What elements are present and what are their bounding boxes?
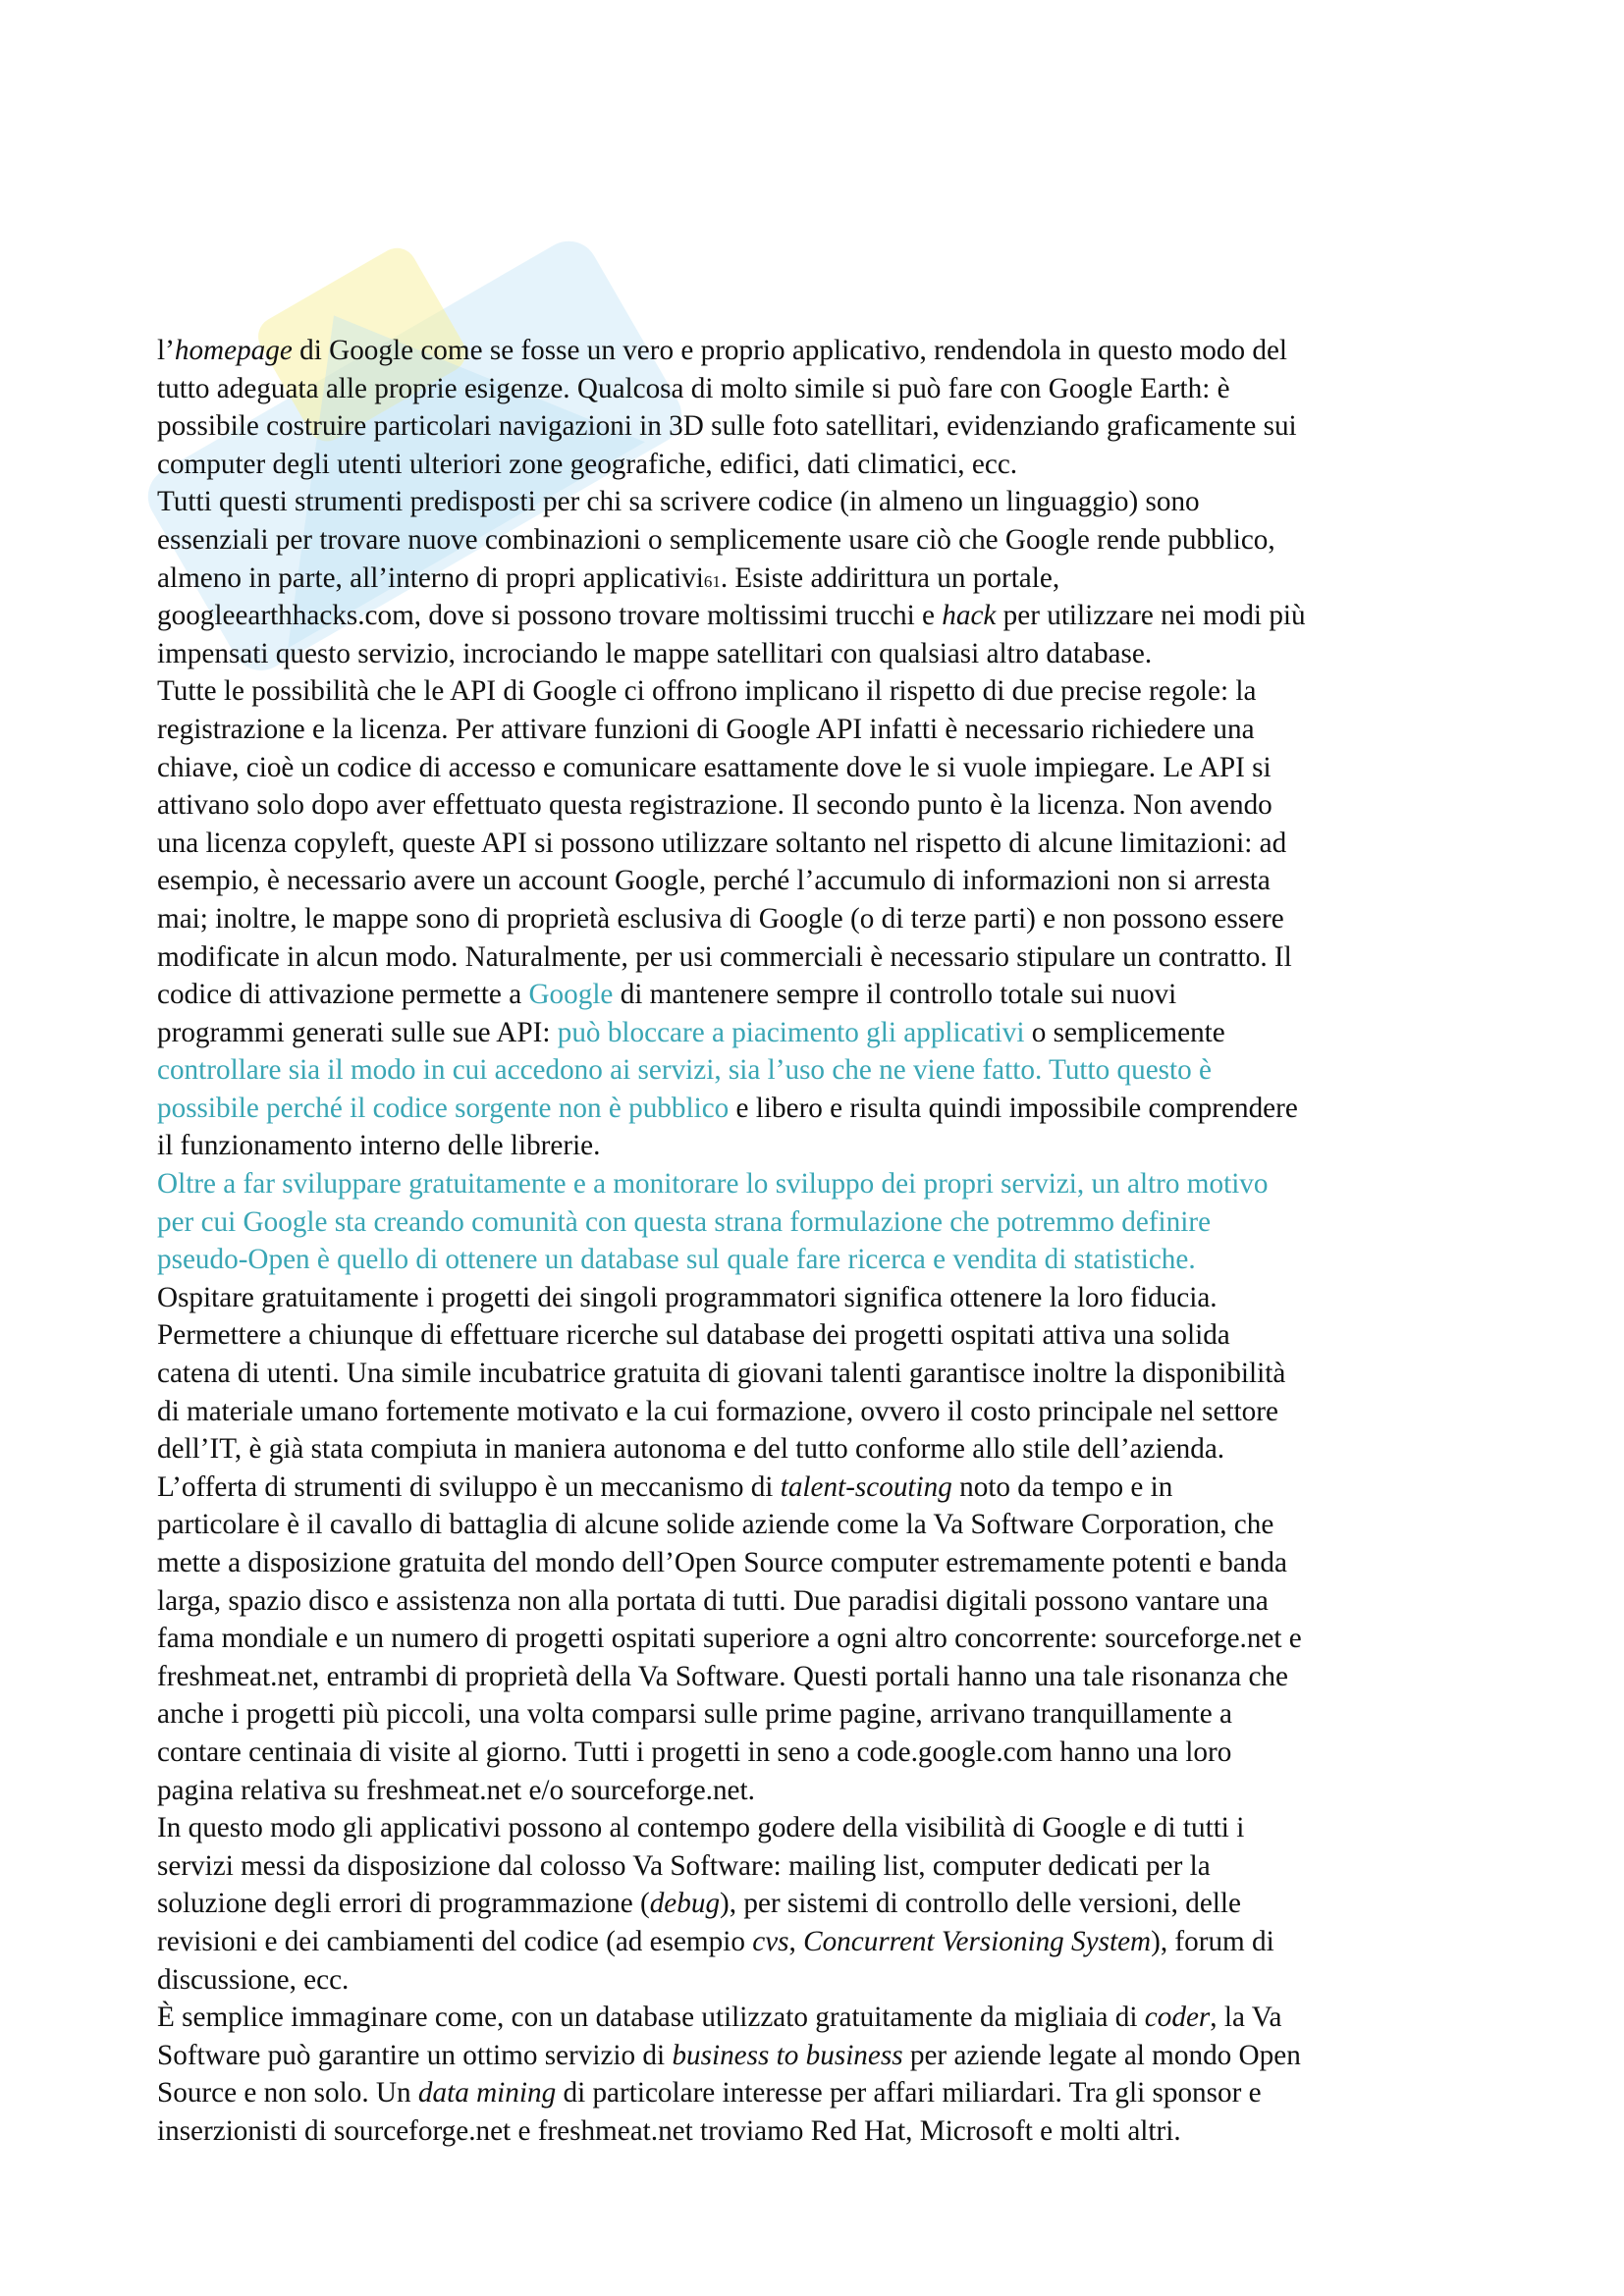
text-segment: di mantenere sempre il controllo totale sui nuovi xyxy=(613,979,1177,1011)
text-segment: Source e non solo. Un xyxy=(157,2077,418,2109)
text-line xyxy=(157,1658,1478,1696)
text-segment: tutto adeguata alle proprie esigenze. Qualcosa di molto simile si può fare con Google Earth: è xyxy=(157,372,1230,404)
text-segment: di materiale umano fortemente motivato e la cui formazione, ovvero il costo principale nel settore xyxy=(157,1395,1278,1427)
text-line xyxy=(157,672,1478,711)
text-segment: L’offerta di strumenti di sviluppo è un meccanismo di xyxy=(157,1470,781,1503)
text-line xyxy=(157,786,1478,825)
text-line xyxy=(157,938,1478,977)
text-segment: noto da tempo e in xyxy=(951,1470,1173,1503)
text-line xyxy=(157,1809,1478,1847)
text-segment: almeno in parte, all’interno di propri applicativi xyxy=(157,561,704,594)
text-segment: In questo modo gli applicativi possono al contempo godere della visibilità di Google e di tutti i xyxy=(157,1812,1245,1844)
text-line xyxy=(157,1393,1478,1431)
text-segment: possibile costruire particolari navigazioni in 3D sulle foto satellitari, evidenziando graficamente sui xyxy=(157,410,1297,443)
highlighted-text: può bloccare a piacimento gli applicativi xyxy=(557,1016,1025,1048)
text-line xyxy=(157,407,1478,446)
text-segment: , la Va xyxy=(1210,2002,1282,2034)
italic-term: data mining xyxy=(417,2077,557,2109)
text-segment: registrazione e la licenza. Per attivare funzioni di Google API infatti è necessario richiedere una xyxy=(157,713,1255,745)
text-line xyxy=(157,446,1478,484)
text-segment: particolare è il cavallo di battaglia di alcune solide aziende come la Va Software Corporation, che xyxy=(157,1509,1274,1541)
text-line xyxy=(157,1090,1478,1128)
text-segment: revisioni e dei cambiamenti del codice (ad esempio xyxy=(157,1925,753,1957)
text-line xyxy=(157,1165,1478,1203)
text-line xyxy=(157,1014,1478,1052)
text-line xyxy=(157,1923,1478,1961)
text-segment: attivano solo dopo aver effettuato questa registrazione. Il secondo punto è la licenza. Non avendo xyxy=(157,789,1272,822)
text-line xyxy=(157,560,1478,598)
text-segment: catena di utenti. Una simile incubatrice gratuita di giovani talenti garantisce inoltre la disponibilità xyxy=(157,1358,1286,1390)
highlighted-text: per cui Google sta creando comunità con questa strana formulazione che potremmo definire xyxy=(157,1205,1212,1238)
text-segment: o semplicemente xyxy=(1024,1016,1225,1048)
text-line xyxy=(157,2074,1478,2112)
text-line xyxy=(157,1203,1478,1242)
text-segment: fama mondiale e un numero di progetti ospitati superiore a ogni altro concorrente: sourceforge.net e xyxy=(157,1623,1302,1655)
highlighted-text: Google xyxy=(528,979,614,1011)
text-line xyxy=(157,1620,1478,1658)
text-segment: soluzione degli errori di programmazione ( xyxy=(157,1888,650,1920)
italic-term: business to business xyxy=(672,2039,903,2071)
text-segment: discussione, ecc. xyxy=(157,1963,350,1996)
text-segment: larga, spazio disco e assistenza non alla portata di tutti. Due paradisi digitali possono vantare una xyxy=(157,1584,1269,1617)
text-segment: il funzionamento interno delle librerie. xyxy=(157,1130,601,1162)
text-segment: Tutte le possibilità che le API di Google ci offrono implicano il rispetto di due precise regole: la xyxy=(157,675,1257,708)
text-segment: servizi messi da disposizione dal colosso Va Software: mailing list, computer dedicati per la xyxy=(157,1849,1211,1882)
footnote-ref: 61 xyxy=(703,571,721,591)
text-segment: e libero e risulta quindi impossibile comprendere xyxy=(729,1092,1298,1124)
italic-term: talent-scouting xyxy=(780,1470,952,1503)
text-line xyxy=(157,2037,1478,2075)
text-line xyxy=(157,1695,1478,1734)
text-line xyxy=(157,1468,1478,1507)
text-line xyxy=(157,900,1478,938)
text-line xyxy=(157,521,1478,560)
text-segment: modificate in alcun modo. Naturalmente, per usi commerciali è necessario stipulare un contratto. Il xyxy=(157,940,1292,973)
text-line xyxy=(157,1847,1478,1886)
text-line xyxy=(157,1279,1478,1317)
text-line xyxy=(157,1582,1478,1621)
text-line xyxy=(157,1355,1478,1393)
text-line xyxy=(157,1051,1478,1090)
italic-term: debug xyxy=(649,1888,721,1920)
text-segment: una licenza copyleft, queste API si possono utilizzare soltanto nel rispetto di alcune limitazioni: ad xyxy=(157,827,1287,859)
text-line xyxy=(157,976,1478,1014)
text-line xyxy=(157,862,1478,900)
text-segment: mette a disposizione gratuita del mondo dell’Open Source computer estremamente potenti e banda xyxy=(157,1547,1287,1578)
text-line xyxy=(157,825,1478,863)
text-line xyxy=(157,1127,1478,1165)
text-segment: inserzionisti di sourceforge.net e freshmeat.net troviamo Red Hat, Microsoft e molti altri. xyxy=(157,2114,1181,2147)
italic-term: hack xyxy=(942,600,997,632)
text-line xyxy=(157,370,1478,408)
text-segment: mai; inoltre, le mappe sono di proprietà esclusiva di Google (o di terze parti) e non possono essere xyxy=(157,902,1284,934)
text-line xyxy=(157,332,1478,370)
text-segment: essenziali per trovare nuove combinazioni o semplicemente usare ciò che Google rende pubblico, xyxy=(157,523,1275,556)
text-segment: Ospitare gratuitamente i progetti dei singoli programmatori significa ottenere la loro fiducia. xyxy=(157,1281,1218,1313)
text-segment: esempio, è necessario avere un account Google, perché l’accumulo di informazioni non si arresta xyxy=(157,865,1271,897)
text-line xyxy=(157,1544,1478,1582)
text-segment: Permettere a chiunque di effettuare ricerche sul database dei progetti ospitati attiva una solida xyxy=(157,1319,1230,1352)
text-line xyxy=(157,597,1478,635)
text-segment: ), per sistemi di controllo delle versioni, delle xyxy=(720,1888,1241,1920)
text-segment: freshmeat.net, entrambi di proprietà della Va Software. Questi portali hanno una tale risonanza che xyxy=(157,1660,1288,1692)
text-segment: chiave, cioè un codice di accesso e comunicare esattamente dove le si vuole impiegare. Le API si xyxy=(157,751,1272,783)
highlighted-text: controllare sia il modo in cui accedono ai servizi, sia l’uso che ne viene fatto. Tutto questo è xyxy=(157,1054,1212,1087)
text-segment: programmi generati sulle sue API: xyxy=(157,1016,558,1048)
text-line xyxy=(157,1772,1478,1810)
text-segment: di Google come se fosse un vero e proprio applicativo, rendendola in questo modo del xyxy=(292,335,1288,366)
text-segment: pagina relativa su freshmeat.net e/o sourceforge.net. xyxy=(157,1774,755,1806)
text-segment: È semplice immaginare come, con un database utilizzato gratuitamente da migliaia di xyxy=(157,2002,1145,2034)
text-segment: Tutti questi strumenti predisposti per chi sa scrivere codice (in almeno un linguaggio) sono xyxy=(157,486,1200,518)
body-text xyxy=(157,332,1478,2151)
text-segment: impensati questo servizio, incrociando le mappe satellitari con qualsiasi altro database. xyxy=(157,637,1153,669)
italic-term: homepage xyxy=(174,335,293,366)
italic-term: Concurrent Versioning System xyxy=(803,1925,1152,1957)
text-segment: Software può garantire un ottimo servizio di xyxy=(157,2039,673,2071)
text-segment: dell’IT, è già stata compiuta in maniera autonoma e del tutto conforme allo stile dell’azienda. xyxy=(157,1433,1225,1466)
text-line xyxy=(157,749,1478,787)
text-segment: contare centinaia di visite al giorno. Tutti i progetti in seno a code.google.com hanno una loro xyxy=(157,1735,1232,1768)
text-line xyxy=(157,1885,1478,1923)
text-line xyxy=(157,1506,1478,1544)
text-line xyxy=(157,483,1478,521)
highlighted-text: possibile perché il codice sorgente non è pubblico xyxy=(157,1092,730,1124)
highlighted-text: Oltre a far sviluppare gratuitamente e a monitorare lo sviluppo dei propri servizi, un altro motivo xyxy=(157,1168,1269,1201)
text-segment: . Esiste addirittura un portale, xyxy=(720,561,1060,594)
text-line xyxy=(157,635,1478,673)
text-line xyxy=(157,1430,1478,1468)
text-line xyxy=(157,711,1478,749)
text-line xyxy=(157,1734,1478,1772)
italic-term: cvs xyxy=(752,1925,789,1957)
text-segment: computer degli utenti ulteriori zone geografiche, edifici, dati climatici, ecc. xyxy=(157,448,1018,480)
text-segment: codice di attivazione permette a xyxy=(157,979,529,1011)
text-segment: ), forum di xyxy=(1151,1925,1274,1957)
highlighted-text: pseudo-Open è quello di ottenere un database sul quale fare ricerca e vendita di statistiche. xyxy=(157,1244,1196,1276)
text-segment: googleearthhacks.com, dove si possono trovare moltissimi trucchi e xyxy=(157,600,943,632)
text-segment: per utilizzare nei modi più xyxy=(996,600,1306,632)
text-line xyxy=(157,1241,1478,1279)
text-line xyxy=(157,1999,1478,2037)
text-line xyxy=(157,1961,1478,2000)
text-segment: di particolare interesse per affari miliardari. Tra gli sponsor e xyxy=(556,2077,1262,2109)
italic-term: coder xyxy=(1144,2002,1211,2034)
text-segment: , xyxy=(788,1925,804,1957)
text-segment: per aziende legate al mondo Open xyxy=(902,2039,1301,2071)
text-segment: l’ xyxy=(157,335,175,366)
text-line xyxy=(157,1316,1478,1355)
text-line xyxy=(157,2112,1478,2151)
text-segment: anche i progetti più piccoli, una volta comparsi sulle prime pagine, arrivano tranquillamente a xyxy=(157,1698,1232,1731)
